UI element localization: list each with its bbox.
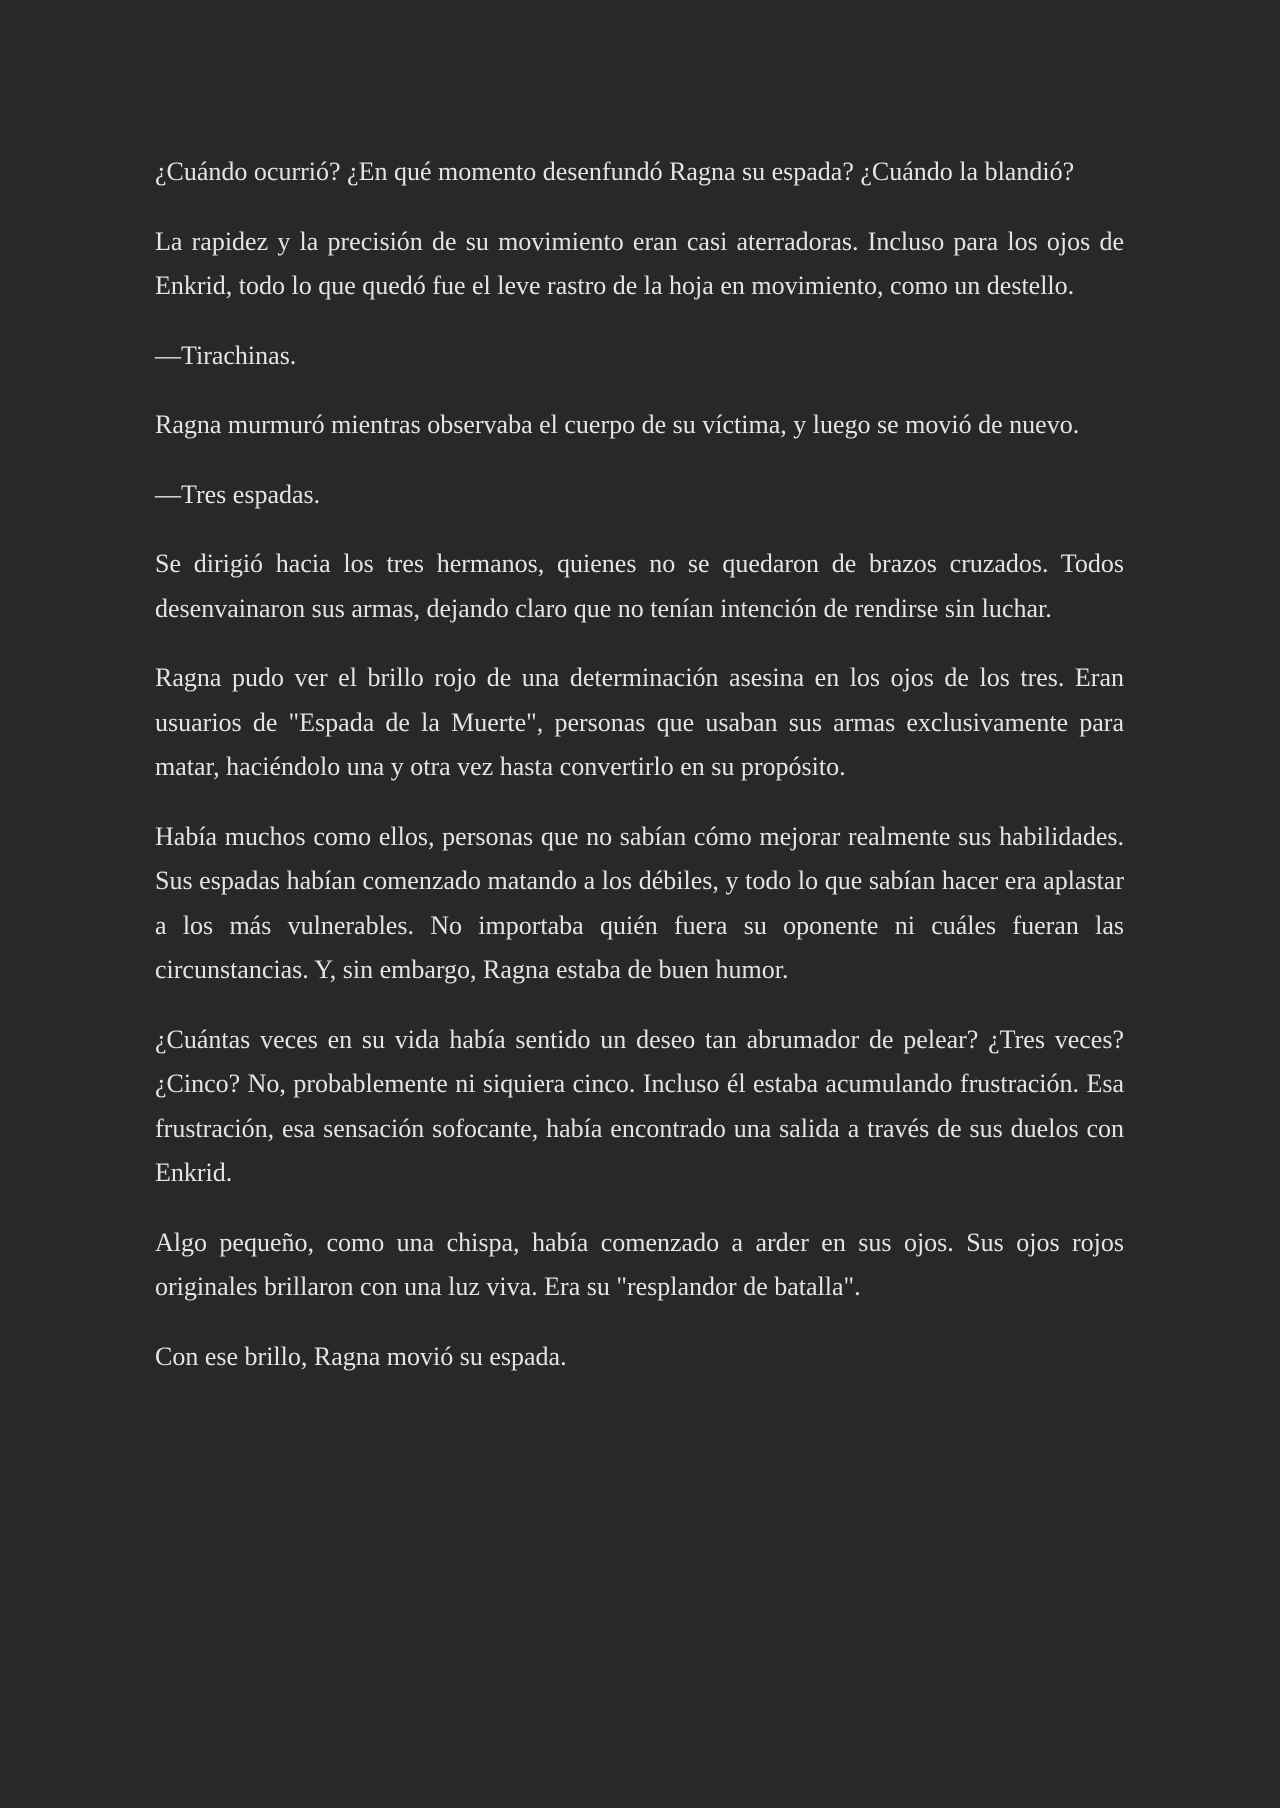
paragraph-3: —Tirachinas. <box>155 340 297 370</box>
paragraph-11: Con ese brillo, Ragna movió su espada. <box>155 1341 567 1371</box>
paragraph-5: —Tres espadas. <box>155 479 321 509</box>
paragraph-10: Algo pequeño, como una chispa, había comenzado a arder en sus ojos. Sus ojos rojos originales brillaron con una luz viva. Era su "resplandor de batalla". <box>155 1227 1124 1301</box>
reader-content <box>155 150 1124 1404</box>
paragraph-6: Se dirigió hacia los tres hermanos, quienes no se quedaron de brazos cruzados. Todos desenvainaron sus armas, dejando claro que no tenían intención de rendirse sin luchar. <box>155 549 1124 623</box>
paragraph-1: ¿Cuándo ocurrió? ¿En qué momento desenfundó Ragna su espada? ¿Cuándo la blandió? <box>155 157 1075 186</box>
paragraph-4: Ragna murmuró mientras observaba el cuerpo de su víctima, y luego se movió de nuevo. <box>155 410 1080 439</box>
paragraph-8: Había muchos como ellos, personas que no sabían cómo mejorar realmente sus habilidades. Sus espadas habían comenzado matando a los débiles, y todo lo que sabían hacer era aplastar a los más vulnerables. No importaba quién fuera su oponente ni cuáles fueran las circunstancias. Y, sin embargo, Ragna estaba de buen humor. <box>155 821 1124 984</box>
paragraph-9: ¿Cuántas veces en su vida había sentido un deseo tan abrumador de pelear? ¿Tres veces? ¿Cinco? No, probablemente ni siquiera cinco. Incluso él estaba acumulando frustración. Esa frustración, esa sensación sofocante, había encontrado una salida a través de sus duelos con Enkrid. <box>155 1024 1124 1187</box>
paragraph-2: La rapidez y la precisión de su movimiento eran casi aterradoras. Incluso para los ojos de Enkrid, todo lo que quedó fue el leve rastro de la hoja en movimiento, como un destello. <box>155 226 1124 300</box>
paragraph-7: Ragna pudo ver el brillo rojo de una determinación asesina en los ojos de los tres. Eran usuarios de "Espada de la Muerte", personas que usaban sus armas exclusivamente para matar, haciéndolo una y otra vez hasta convertirlo en su propósito. <box>155 663 1124 781</box>
